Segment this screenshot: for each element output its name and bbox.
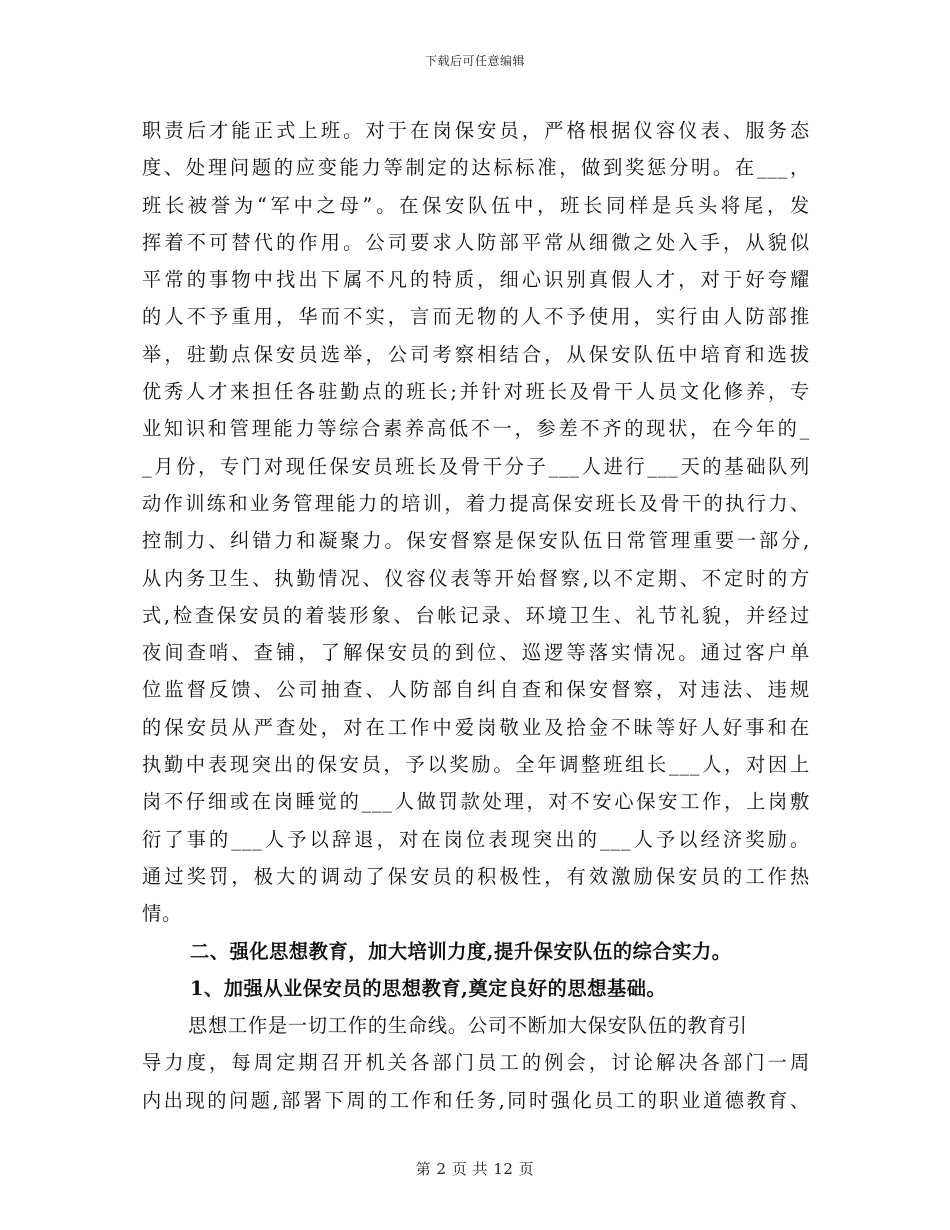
body-line: 业知识和管理能力等综合素养高低不一，参差不齐的现状，在今年的_ bbox=[142, 417, 810, 441]
body-line: 的保安员从严查处，对在工作中爱岗敬业及拾金不昧等好人好事和在 bbox=[142, 715, 810, 739]
document-body bbox=[142, 112, 810, 1119]
page-number-footer: 第 2 页 共 12 页 bbox=[415, 1160, 535, 1178]
body-line: 夜间查哨、查铺，了解保安员的到位、巡逻等落实情况。通过客户单 bbox=[142, 641, 810, 665]
body-line: 从内务卫生、执勤情况、仪容仪表等开始督察,以不定期、不定时的方 bbox=[142, 566, 810, 590]
body-line: 班长被誉为“军中之母”。在保安队伍中，班长同样是兵头将尾，发 bbox=[142, 193, 810, 217]
body-line: _月份，专门对现任保安员班长及骨干分子___人进行___天的基础队列 bbox=[142, 454, 810, 478]
body-line: 度、处理问题的应变能力等制定的达标标准，做到奖惩分明。在___， bbox=[142, 156, 810, 180]
section-heading: 二、强化思想教育，加大培训力度,提升保安队伍的综合实力。 bbox=[190, 939, 732, 963]
body-line: 情。 bbox=[142, 902, 182, 926]
body-line: 导力度，每周定期召开机关各部门员工的例会，讨论解决各部门一周 bbox=[142, 1051, 810, 1075]
body-line: 衍了事的___人予以辞退，对在岗位表现突出的___人予以经济奖励。 bbox=[142, 827, 810, 851]
body-line: 通过奖罚，极大的调动了保安员的积极性，有效激励保安员的工作热 bbox=[142, 864, 810, 888]
body-line: 位监督反馈、公司抽查、人防部自纠自查和保安督察，对违法、违规 bbox=[142, 678, 810, 702]
body-line: 动作训练和业务管理能力的培训，着力提高保安班长及骨干的执行力、 bbox=[142, 491, 810, 515]
body-line: 的人不予重用，华而不实，言而无物的人不予使用，实行由人防部推 bbox=[142, 305, 810, 329]
body-line: 思想工作是一切工作的生命线。公司不断加大保安队伍的教育引 bbox=[188, 1014, 748, 1038]
body-line: 优秀人才来担任各驻勤点的班长;并针对班长及骨干人员文化修养，专 bbox=[142, 380, 810, 404]
body-line: 岗不仔细或在岗睡觉的___人做罚款处理，对不安心保安工作，上岗敷 bbox=[142, 790, 810, 814]
body-line: 执勤中表现突出的保安员，予以奖励。全年调整班组长___人，对因上 bbox=[142, 753, 810, 777]
subsection-heading: 1、加强从业保安员的思想教育,奠定良好的思想基础。 bbox=[190, 976, 667, 1000]
body-line: 内出现的问题,部署下周的工作和任务,同时强化员工的职业道德教育、 bbox=[142, 1088, 810, 1112]
body-line: 举，驻勤点保安员选举，公司考察相结合，从保安队伍中培育和选拔 bbox=[142, 342, 810, 366]
body-line: 平常的事物中找出下属不凡的特质，细心识别真假人才，对于好夸耀 bbox=[142, 268, 810, 292]
body-line: 控制力、纠错力和凝聚力。保安督察是保安队伍日常管理重要一部分, bbox=[142, 529, 810, 553]
body-line: 挥着不可替代的作用。公司要求人防部平常从细微之处入手，从貌似 bbox=[142, 230, 810, 254]
body-line: 职责后才能正式上班。对于在岗保安员，严格根据仪容仪表、服务态 bbox=[142, 119, 810, 142]
page-header: 下载后可任意编辑 bbox=[424, 54, 525, 68]
body-line: 式,检查保安员的着装形象、台帐记录、环境卫生、礼节礼貌，并经过 bbox=[142, 603, 810, 627]
